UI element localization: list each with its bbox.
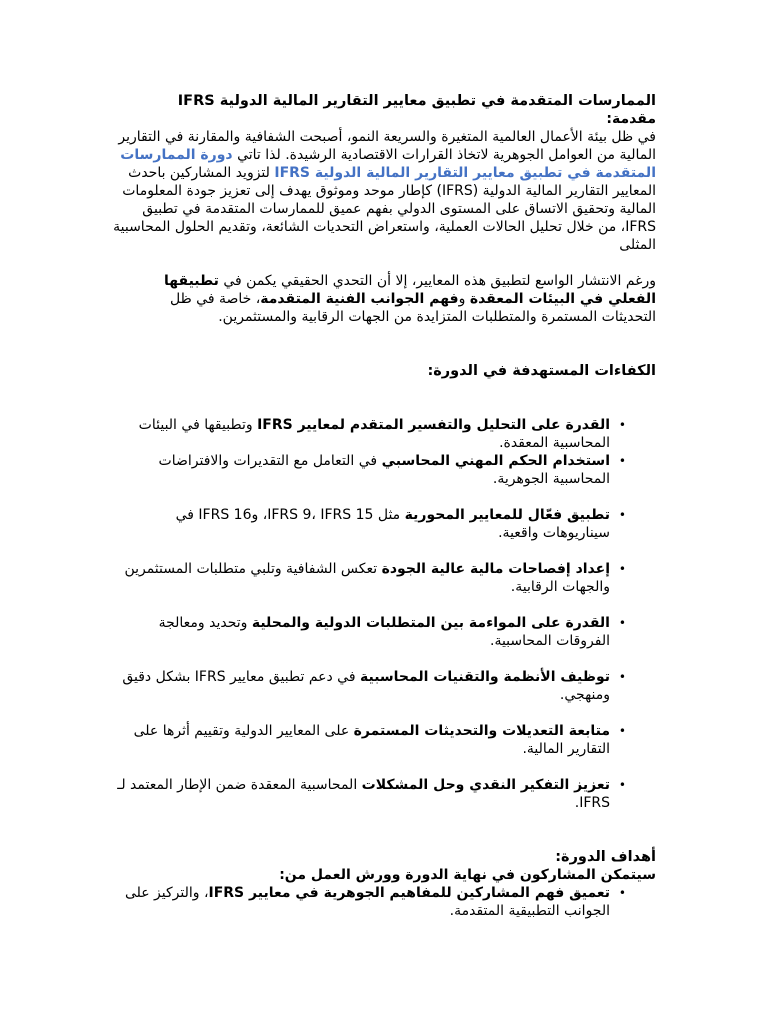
bullet-icon: • [618,454,626,468]
item-bold: توظيف الأنظمة والتقنيات المحاسبية [359,669,610,685]
bullet-icon: • [618,418,626,432]
goals-list [112,884,656,920]
item-text: وتحديد ومعالجة الفروقات المحاسبية. [158,615,610,649]
item-text: المحاسبية المعقدة ضمن الإطار المعتمد لـ IFRS. [117,777,610,811]
intro-heading: مقدمة: [606,111,656,127]
intro-text-b: لتزويد المشاركين باحدث المعايير التقارير المالية الدولية (IFRS) كإطار موحد وموثوق يهدف إلى تعزيز جودة المعلومات المالية وتحقيق الاتساق على المستوى الدولي بفهم عميق للممارسات المتقدمة في تطبيق IFRS، من خلال تحليل الحالات العملية، واستعراض التحديات الشائعة، وتقديم الحلول المحاسبية المثلى [113,165,656,253]
bullet-icon: • [618,670,626,684]
item-text: تعكس الشفافية وتلبي متطلبات المستثمرين والجهات الرقابية. [124,561,610,595]
item-text: على المعايير الدولية وتقييم أثرها على التقارير المالية. [133,723,610,757]
bullet-icon: • [618,616,626,630]
intro-text-a: في ظل بيئة الأعمال العالمية المتغيرة والسريعة النمو، أصبحت الشفافية والمقارنة في التقارير المالية من العوامل الجوهرية لاتخاذ القرارات الاقتصادية الرشيدة. لذا تاتي [118,129,656,163]
item-bold: متابعة التعديلات والتحديثات المستمرة [353,723,610,739]
para2-bold-1: تطبيقها الفعلي في البيئات المعقدة [164,273,656,307]
list-item [112,416,656,452]
bullet-icon: • [618,886,626,900]
para2-text-d: ، خاصة في ظل التحديثات المستمرة والمتطلبات المتزايدة من الجهات الرقابية والمستثمرين. [169,291,656,325]
item-bold: إعداد إفصاحات مالية عالية الجودة [381,561,610,577]
intro-paragraph [112,128,656,254]
list-item [112,452,656,488]
intro-course-name: دورة الممارسات المتقدمة في تطبيق معايير التقارير المالية الدولية IFRS [120,147,656,181]
item-bold: القدرة على المواءمة بين المتطلبات الدولية والمحلية [251,615,610,631]
goals-subheading: سيتمكن المشاركون في نهاية الدورة وورش العمل من: [279,867,656,883]
list-item [112,614,656,650]
competencies-heading: الكفاءات المستهدفة في الدورة: [427,363,656,379]
list-item [112,668,656,704]
bullet-icon: • [618,724,626,738]
item-text: مثل IFRS 9، IFRS 15، وIFRS 16 في سيناريوهات واقعية. [175,507,610,541]
competencies-list [112,416,656,812]
list-item [112,776,656,812]
item-bold: تعميق فهم المشاركين للمفاهيم الجوهرية في معايير IFRS [208,885,610,901]
goals-heading: أهداف الدورة: [555,849,656,865]
item-text: في دعم تطبيق معايير IFRS بشكل دقيق ومنهجي. [122,669,610,703]
challenge-paragraph [112,272,656,326]
item-text: وتطبيقها في البيئات المحاسبية المعقدة. [138,417,610,451]
item-bold: استخدام الحكم المهني المحاسبي [381,453,610,469]
para2-bold-2: فهم الجوانب الفنية المتقدمة [260,291,459,307]
item-bold: تطبيق فعّال للمعايير المحورية [404,507,610,523]
item-text: في التعامل مع التقديرات والافتراضات المحاسبية الجوهرية. [158,453,610,487]
list-item [112,560,656,596]
bullet-icon: • [618,562,626,576]
item-text: ، والتركيز على الجوانب التطبيقية المتقدمة. [124,885,610,919]
list-item [112,722,656,758]
list-item [112,506,656,542]
document-page [112,92,656,920]
list-item [112,884,656,920]
para2-text-c: و [458,291,470,307]
item-bold: القدرة على التحليل والتفسير المتقدم لمعايير IFRS [257,417,610,433]
document-title: الممارسات المتقدمة في تطبيق معايير التقارير المالية الدولية IFRS [177,93,656,109]
bullet-icon: • [618,778,626,792]
para2-text-a: ورغم الانتشار الواسع لتطبيق هذه المعايير، إلا أن التحدي الحقيقي يكمن في [218,273,656,289]
bullet-icon: • [618,508,626,522]
item-bold: تعزيز التفكير النقدي وحل المشكلات [361,777,610,793]
